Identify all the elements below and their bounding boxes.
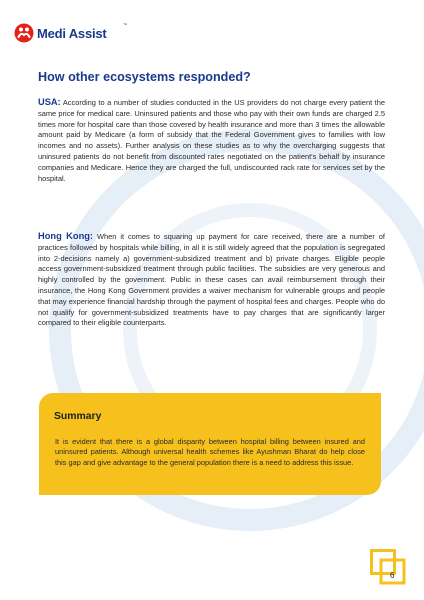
hong-kong-label: Hong Kong: [38,231,94,241]
page-number-badge-icon [370,549,406,585]
usa-label: USA: [38,97,61,107]
summary-text: It is evident that there is a global disparity between hospital billing between insured and uninsured patients. Although universal health schemes like Ayushman Bharat do help close this gap and give advantage to the general population there is a need to address this issue. [55,437,365,467]
section-heading: How other ecosystems responded? [38,70,251,84]
hong-kong-paragraph [38,231,385,329]
brand-trademark: ™ [123,22,127,27]
brand-logo [14,23,107,43]
medi-assist-logo-icon [14,23,34,43]
summary-title: Summary [54,411,102,422]
usa-paragraph [38,97,385,184]
hong-kong-text: When it comes to squaring up payment for care received, there are a number of practices followed by hospitals while billing, in all it is still widely agreed that the population is segregated into 2-decisions namely a) government-subsidized treatment and b) private charges. Eligible people access government-subsidized treatment through public facilities. The subsidies are very generous and highly controlled by the government. Public in these cases can avail reimbursement through their insurance, the Hong Kong Government provides a waiver mechanism for vulnerable groups and people that may experience financial hardship through the payment of hospital fees and charges. People who do not qualify for government-subsidized treatments have to pay charges that are significantly larger compared to their eligible counterparts. [38,232,386,328]
page-number: 6 [390,571,395,580]
usa-text: According to a number of studies conducted in the US providers do not charge every patient the same price for medical care. Uninsured patients and those who pay with their own funds are charged 2.5 times more for hospital care than those covered by health insurance and more than 3 times the allowable amount paid by Medicare (a form of subsidy that the Federal Government gives to families with low incomes and no assets). Further analysis on these studies as to why the overcharging suggests that uninsured patients do not benefit from discounted rates negotiated on the patient's behalf by insurance companies and Medicare. Hence they are charged the full, undiscounted rack rate for services set by the hospital. [38,98,385,183]
summary-box [39,393,381,495]
brand-name: Medi Assist [37,25,107,41]
